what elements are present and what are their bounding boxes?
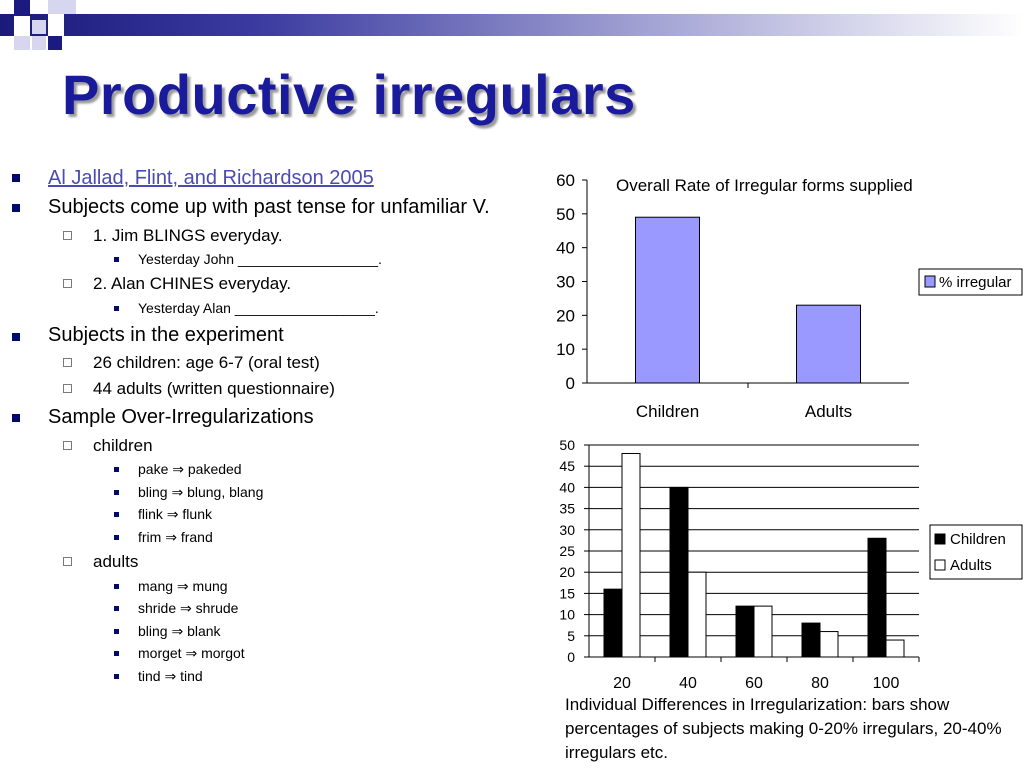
bar-children-60	[736, 606, 754, 657]
example-item: bling ⇒ blung, blang	[138, 484, 264, 500]
bar-children-20	[604, 589, 622, 657]
legend-swatch	[925, 276, 935, 287]
bar-adults-80	[820, 632, 838, 657]
bar-children-100	[868, 538, 886, 657]
example-item: flink ⇒ flunk	[138, 506, 212, 522]
bar-adults	[797, 305, 861, 383]
bullet-text: adults	[93, 552, 139, 571]
y-tick-label: 40	[556, 238, 575, 258]
bar-children-40	[670, 487, 688, 657]
bar-children-80	[802, 623, 820, 657]
y-tick-label: 50	[556, 204, 575, 224]
bullet-text: children	[93, 436, 153, 455]
y-tick-label: 0	[565, 374, 575, 393]
x-tick-label: Children	[635, 402, 700, 421]
header-square	[14, 16, 30, 36]
sub-sub-bullet-marker	[114, 606, 119, 611]
sub-sub-bullet-marker	[114, 651, 119, 656]
sub-sub-bullet-marker	[114, 257, 119, 262]
header-square	[48, 0, 76, 14]
legend-label: Children	[950, 531, 1006, 548]
sub-bullet-marker	[63, 557, 72, 566]
legend-label: Adults	[950, 557, 992, 574]
bar-adults-20	[622, 453, 640, 657]
bullet-text: Subjects come up with past tense for unfamiliar V.	[48, 196, 490, 218]
bullet-text: 44 adults (written questionnaire)	[93, 379, 335, 398]
overall-rate-chart	[545, 168, 1024, 430]
y-tick-label: 25	[559, 543, 575, 559]
x-tick-label: 20	[613, 675, 631, 692]
x-tick-label: 100	[872, 675, 900, 692]
y-tick-label: 20	[559, 564, 575, 581]
example-item: frim ⇒ frand	[138, 529, 213, 545]
header-square	[30, 0, 48, 14]
bar-children	[636, 217, 700, 383]
bullet-text: 26 children: age 6-7 (oral test)	[93, 353, 320, 372]
example-item: morget ⇒ morgot	[138, 645, 245, 661]
y-tick-label: 0	[567, 649, 575, 665]
example-item: pake ⇒ pakeded	[138, 461, 242, 477]
y-tick-label: 5	[567, 627, 575, 644]
header-square	[32, 36, 46, 50]
header-square	[14, 0, 30, 16]
bullet-marker	[12, 333, 20, 341]
y-tick-label: 40	[559, 479, 575, 496]
y-tick-label: 20	[556, 306, 575, 326]
individual-differences-chart	[545, 436, 1024, 694]
sub-sub-bullet-marker	[114, 674, 119, 679]
sub-sub-bullet-marker	[114, 306, 119, 311]
sub-bullet-marker	[63, 279, 72, 288]
y-tick-label: 45	[559, 458, 575, 475]
legend-swatch	[935, 560, 945, 570]
bar-adults-60	[754, 606, 772, 657]
header-gradient-bar	[0, 14, 1024, 36]
sub-sub-bullet-marker	[114, 467, 119, 472]
x-tick-label: 40	[679, 675, 697, 692]
bullet-text: 1. Jim BLINGS everyday.	[93, 226, 283, 245]
legend-label: % irregular	[939, 274, 1012, 291]
bar-adults-40	[688, 572, 706, 657]
y-tick-label: 10	[559, 606, 575, 623]
page-title: Productive irregulars	[62, 63, 636, 126]
example-item: mang ⇒ mung	[138, 578, 228, 594]
bullet-text: Sample Over-Irregularizations	[48, 406, 314, 428]
example-item: tind ⇒ tind	[138, 668, 203, 684]
y-tick-label: 10	[556, 340, 575, 360]
bullet-text: Yesterday Alan __________________.	[138, 300, 379, 316]
y-tick-label: 30	[556, 272, 575, 292]
x-tick-label: 60	[745, 675, 763, 692]
header-square	[48, 36, 62, 50]
x-tick-label: Adults	[804, 402, 853, 421]
sub-sub-bullet-marker	[114, 629, 119, 634]
bullet-text: 2. Alan CHINES everyday.	[93, 274, 292, 293]
bullet-marker	[12, 414, 20, 422]
y-tick-label: 35	[559, 500, 575, 517]
chart1-title: Overall Rate of Irregular forms supplied	[616, 176, 913, 195]
header-square	[14, 36, 30, 50]
sub-bullet-marker	[63, 231, 72, 240]
sub-sub-bullet-marker	[114, 512, 119, 517]
header-square	[48, 14, 64, 36]
y-tick-label: 15	[559, 585, 575, 602]
y-tick-label: 50	[559, 437, 575, 453]
sub-bullet-marker	[63, 384, 72, 393]
chart2-caption: Individual Differences in Irregularization: bars show percentages of subjects making 0-20% irregulars, 20-40% irregulars etc.	[565, 695, 1002, 762]
bullet-text: Subjects in the experiment	[48, 324, 284, 346]
header-square	[32, 20, 46, 34]
bullet-text: Yesterday John __________________.	[138, 251, 382, 267]
sub-sub-bullet-marker	[114, 535, 119, 540]
sub-bullet-marker	[63, 441, 72, 450]
sub-bullet-marker	[63, 358, 72, 367]
bar-adults-100	[886, 640, 904, 657]
example-item: shride ⇒ shrude	[138, 600, 239, 616]
x-tick-label: 80	[811, 675, 829, 692]
example-item: bling ⇒ blank	[138, 623, 221, 639]
y-tick-label: 30	[559, 521, 575, 538]
sub-sub-bullet-marker	[114, 584, 119, 589]
sub-sub-bullet-marker	[114, 490, 119, 495]
bullet-marker	[12, 204, 20, 212]
y-tick-label: 60	[556, 171, 575, 190]
citation-link[interactable]: Al Jallad, Flint, and Richardson 2005	[48, 167, 374, 189]
legend-swatch	[935, 534, 945, 544]
bullet-marker	[12, 174, 20, 182]
